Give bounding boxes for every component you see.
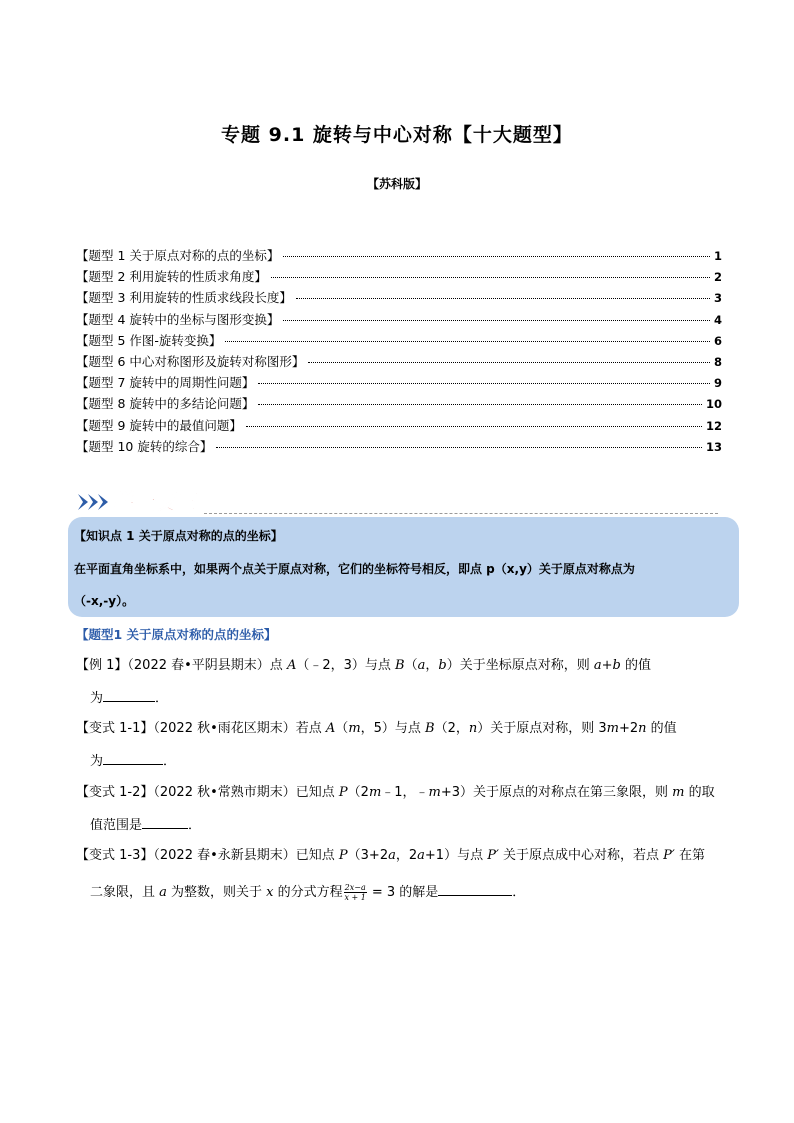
math-var: n — [638, 721, 647, 736]
problem-text: ， — [425, 658, 439, 673]
problem-text: 二象限，且 — [90, 885, 160, 900]
toc-item[interactable] — [76, 246, 722, 267]
problem-text: ． — [163, 754, 177, 769]
problem-text: 的值 — [620, 658, 651, 673]
math-var: a — [388, 848, 396, 863]
section-heading: 【题型1 关于原点对称的点的坐标】 — [76, 627, 277, 642]
math-var: b — [438, 658, 447, 673]
problem-source: （2022 秋•常熟市期末） — [153, 785, 296, 800]
toc-item-page: 6 — [713, 333, 722, 348]
problem-text: （ — [335, 721, 349, 736]
problem-text: +1）与点 — [424, 848, 488, 863]
math-var: m — [672, 785, 685, 800]
toc-item-page: 4 — [713, 312, 722, 327]
problem-text: ）关于坐标原点对称，则 — [446, 658, 594, 673]
toc-item-page: 2 — [713, 270, 722, 285]
toc-item-label: 【题型 9 旋转中的最值问题】 — [76, 417, 242, 433]
toc-leader — [216, 447, 702, 448]
toc-item-label: 【题型 8 旋转中的多结论问题】 — [76, 396, 255, 412]
problem-text: +3）关于原点的对称点在第三象限，则 — [440, 785, 673, 800]
fraction — [344, 883, 367, 902]
problem-source: （2022 春•平阴县期末） — [127, 658, 270, 673]
page-title: 专题 9.1 旋转与中心对称【十大题型】 — [221, 124, 573, 146]
problem-text: ，5）与点 — [360, 721, 426, 736]
problem-tag: 【变式 1-3】 — [76, 848, 154, 863]
problem-text: 的取 — [684, 785, 715, 800]
problem-source: （2022 春•永新县期末） — [153, 848, 296, 863]
problem-text: ． — [512, 885, 526, 900]
problem-tag: 【变式 1-2】 — [76, 785, 154, 800]
toc-item-label: 【题型 5 作图-旋转变换】 — [76, 332, 222, 348]
toc-item-page: 10 — [705, 397, 722, 412]
problem-text: 已知点 — [295, 785, 339, 800]
math-var: P — [338, 848, 348, 863]
problem-text: （2， — [434, 721, 469, 736]
section-banner — [74, 482, 734, 518]
problem-line — [76, 687, 726, 710]
math-var: m — [428, 785, 441, 800]
toc-item[interactable] — [76, 416, 722, 437]
problem-text: 的值 — [646, 721, 677, 736]
math-var: a — [417, 658, 426, 673]
toc-item-page: 13 — [705, 439, 722, 454]
problem-text: ． — [155, 691, 169, 706]
problem-variant-1-1 — [76, 718, 726, 773]
toc-item-label: 【题型 6 中心对称图形及旋转对称图形】 — [76, 353, 305, 369]
problem-variant-1-2 — [76, 782, 726, 837]
problem-line — [76, 881, 726, 904]
answer-blank[interactable] — [142, 814, 188, 829]
math-var: A — [286, 658, 297, 673]
math-var: B — [395, 658, 405, 673]
problem-text: （2 — [347, 785, 369, 800]
toc-leader — [246, 426, 702, 427]
problem-text: 为整数，则关于 — [166, 885, 267, 900]
toc-leader — [283, 320, 710, 321]
math-var: P′ — [487, 848, 499, 863]
knowledge-box — [68, 517, 739, 617]
problem-line — [76, 718, 726, 740]
problem-line — [76, 655, 726, 677]
toc-item-label: 【题型 4 旋转中的坐标与图形变换】 — [76, 311, 280, 327]
fraction-denominator: x + 1 — [344, 893, 366, 902]
toc-leader — [258, 383, 710, 384]
toc-item-label: 【题型 2 利用旋转的性质求角度】 — [76, 269, 267, 285]
toc-leader — [258, 404, 702, 405]
problem-text: 在第 — [674, 848, 706, 863]
problem-text: （ — [404, 658, 418, 673]
problem-text: 值范围是 — [90, 818, 143, 833]
toc-item[interactable] — [76, 373, 722, 394]
edition-label: 【苏科版】 — [366, 177, 427, 191]
problem-text: 已知点 — [295, 848, 339, 863]
toc-item[interactable] — [76, 310, 722, 331]
table-of-contents — [76, 246, 722, 458]
math-var: n — [468, 721, 478, 736]
problem-text: ）关于原点对称，则 3 — [477, 721, 607, 736]
toc-item-label: 【题型 3 利用旋转的性质求线段长度】 — [76, 290, 292, 306]
toc-item[interactable] — [76, 352, 722, 373]
toc-item-label: 【题型 7 旋转中的周期性问题】 — [76, 375, 255, 391]
answer-blank[interactable] — [103, 687, 155, 702]
math-var: m — [606, 721, 619, 736]
toc-item[interactable] — [76, 437, 722, 458]
banner-arrows-icon — [74, 482, 204, 518]
problem-text: 点 — [269, 658, 287, 673]
toc-item[interactable] — [76, 394, 722, 415]
problem-text: 的分式方程 — [273, 885, 343, 900]
toc-leader — [225, 341, 710, 342]
toc-item[interactable] — [76, 267, 722, 288]
problem-text: ，2 — [395, 848, 418, 863]
problem-tag: 【例 1】 — [76, 658, 128, 673]
problem-text: （﹣2，3）与点 — [296, 658, 396, 673]
toc-item-page: 8 — [713, 354, 722, 369]
toc-leader — [271, 277, 710, 278]
problem-line — [76, 782, 726, 804]
problem-text: 关于原点成中心对称，若点 — [498, 848, 664, 863]
problem-text: +2 — [619, 721, 639, 736]
fraction-numerator: 2x−a — [344, 883, 366, 892]
problem-line — [76, 814, 726, 837]
math-var: m — [368, 785, 382, 800]
problem-text: ﹣1，﹣ — [381, 785, 429, 800]
toc-item-page: 3 — [713, 291, 722, 306]
toc-item[interactable] — [76, 288, 722, 309]
math-var: a — [159, 885, 167, 900]
knowledge-title: 【知识点 1 关于原点对称的点的坐标】 — [74, 529, 283, 543]
toc-leader — [296, 298, 710, 299]
problem-example-1 — [76, 655, 726, 710]
knowledge-text-cont: （-x,-y）。 — [74, 594, 135, 608]
toc-item-page: 1 — [713, 249, 722, 263]
math-var: a — [417, 848, 425, 863]
banner-title: 举一反三 — [112, 490, 196, 514]
math-var: B — [425, 721, 435, 736]
problem-text: 为 — [90, 754, 104, 769]
toc-leader — [283, 256, 710, 257]
math-var: m — [348, 721, 361, 736]
toc-item-label: 【题型 10 旋转的综合】 — [76, 438, 213, 454]
toc-item-page: 9 — [713, 376, 722, 391]
problem-source: （2022 秋•雨花区期末） — [153, 721, 296, 736]
problem-line — [76, 750, 726, 773]
banner-divider — [204, 513, 718, 514]
answer-blank[interactable] — [103, 750, 163, 765]
problem-text: 若点 — [295, 721, 326, 736]
math-var: x — [266, 885, 274, 900]
math-expr: a+b — [593, 658, 621, 673]
math-var: P′ — [663, 848, 675, 863]
toc-item-page: 12 — [705, 418, 722, 433]
problem-text: ． — [188, 818, 202, 833]
toc-leader — [308, 362, 710, 363]
problem-tag: 【变式 1-1】 — [76, 721, 154, 736]
problem-text: （3+2 — [347, 848, 389, 863]
math-var: A — [325, 721, 336, 736]
answer-blank[interactable] — [438, 881, 512, 896]
toc-item[interactable] — [76, 331, 722, 352]
problem-line — [76, 845, 726, 867]
math-var: P — [338, 785, 348, 800]
problem-text: 为 — [90, 691, 104, 706]
knowledge-text: 在平面直角坐标系中，如果两个点关于原点对称，它们的坐标符号相反，即点 p（x,y）关于原点对称点为 — [74, 562, 635, 576]
problem-text: = 3 的解是 — [367, 885, 439, 900]
toc-item-label: 【题型 1 关于原点对称的点的坐标】 — [76, 248, 280, 263]
problem-variant-1-3 — [76, 845, 726, 904]
